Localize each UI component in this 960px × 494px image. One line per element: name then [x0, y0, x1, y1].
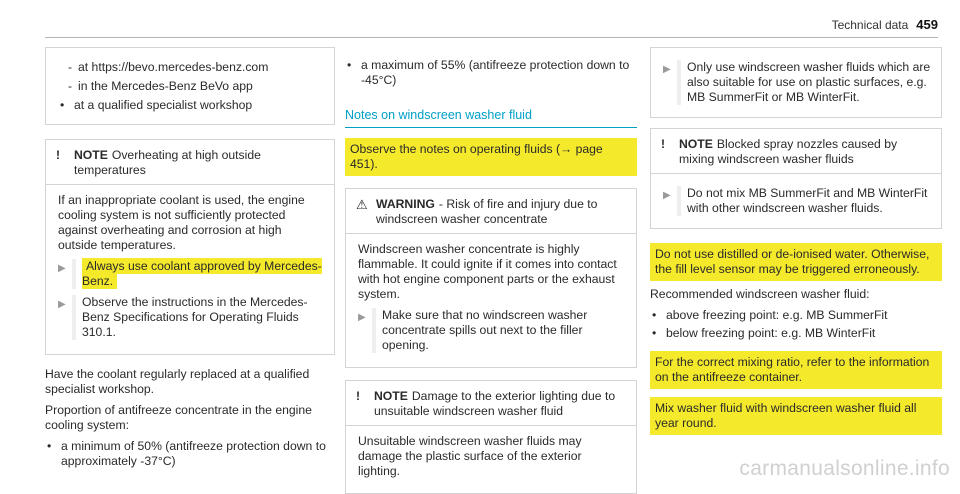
note-overheating: [45, 139, 335, 355]
note-body: Unsuitable windscreen washer fluids may damage the plastic surface of the exterior lighting.: [358, 434, 582, 478]
instruction-step: ▶ Always use coolant approved by Mercedes-Benz.: [58, 259, 322, 288]
section-name: Technical data: [831, 18, 909, 32]
exclamation-icon: !: [356, 389, 360, 403]
warning-heading: - Risk of fire and injury due to windscreen washer concentrate: [376, 197, 598, 226]
arrow-icon: ▶: [358, 312, 366, 323]
exclamation-icon: !: [56, 148, 60, 162]
bullet-item: • a minimum of 50% (antifreeze protection down to approximately -37°C): [47, 439, 326, 468]
bullet-item: • a maximum of 55% (antifreeze protection down to -45°C): [347, 58, 630, 87]
page-number: 459: [916, 17, 938, 32]
bullet-item: • at a qualified specialist workshop: [60, 98, 253, 112]
instruction-step: ▶ Only use windscreen washer fluids which are also suitable for use on plastic surfaces, e.g. MB SummerFit or MB WinterFit.: [663, 60, 931, 104]
paragraph: Have the coolant regularly replaced at a qualified specialist workshop.: [45, 367, 310, 396]
note-heading: Overheating at high outside temperatures: [74, 148, 261, 177]
paragraph: Recommended windscreen washer fluid:: [650, 287, 870, 301]
paragraph: Proportion of antifreeze concentrate in the engine cooling system:: [45, 403, 312, 432]
column-3: [650, 47, 942, 435]
instruction-step: ▶ Make sure that no windscreen washer concentrate spills out next to the filler opening.: [358, 308, 588, 352]
sources-box: [45, 47, 335, 125]
exclamation-icon: !: [661, 137, 665, 151]
note-body: If an inappropriate coolant is used, the engine cooling system is not sufficiently protected against overheating and corrosion at high outside temperatures.: [58, 193, 305, 252]
bullet-item: • above freezing point: e.g. MB SummerFit: [652, 308, 888, 322]
page-header: [832, 17, 938, 33]
arrow-icon: ▶: [663, 190, 671, 201]
column-1: [45, 47, 335, 472]
arrow-icon: ▶: [663, 64, 671, 75]
note-heading: Blocked spray nozzles caused by mixing windscreen washer fluids: [679, 137, 898, 166]
note-label: NOTE: [374, 389, 408, 403]
section-heading: Notes on windscreen washer fluid: [345, 108, 532, 122]
note-heading: Damage to the exterior lighting due to unsuitable windscreen washer fluid: [374, 389, 616, 418]
header-divider: [45, 37, 938, 38]
note-blocked-nozzles: [650, 128, 942, 229]
note-label: NOTE: [679, 137, 713, 151]
warning-body: Windscreen washer concentrate is highly flammable. It could ignite if it comes into contact with hot engine component parts or the exhaust system.: [358, 242, 617, 301]
column-2: [345, 47, 637, 494]
warning-label: WARNING: [376, 197, 435, 211]
dash-item: - in the Mercedes-Benz BeVo app: [68, 79, 253, 93]
bullet-item: • below freezing point: e.g. MB WinterFit: [652, 326, 876, 340]
highlight-notice: Mix washer fluid with windscreen washer fluid all year round.: [650, 397, 942, 435]
warning-icon: ⚠: [356, 197, 368, 212]
note-exterior-lighting: [345, 380, 637, 494]
arrow-icon: ▶: [58, 299, 66, 310]
dash-item: - at https://bevo.mercedes-benz.com: [68, 60, 269, 74]
instruction-step: ▶ Observe the instructions in the Mercedes-Benz Specifications for Operating Fluids 310.1.: [58, 295, 308, 339]
warning-box: [345, 188, 637, 368]
highlight-notice: Observe the notes on operating fluids (→ page 451).: [345, 138, 637, 176]
top-step-box: [650, 47, 942, 118]
instruction-step: ▶ Do not mix MB SummerFit and MB WinterFit with other windscreen washer fluids.: [663, 186, 928, 215]
watermark: carmanualsonline.info: [739, 457, 950, 480]
arrow-icon: ▶: [58, 263, 66, 274]
note-label: NOTE: [74, 148, 108, 162]
highlight-notice: Do not use distilled or de-ionised water. Otherwise, the fill level sensor may be triggered erroneously.: [650, 243, 942, 281]
highlight-notice: For the correct mixing ratio, refer to the information on the antifreeze container.: [650, 351, 942, 389]
